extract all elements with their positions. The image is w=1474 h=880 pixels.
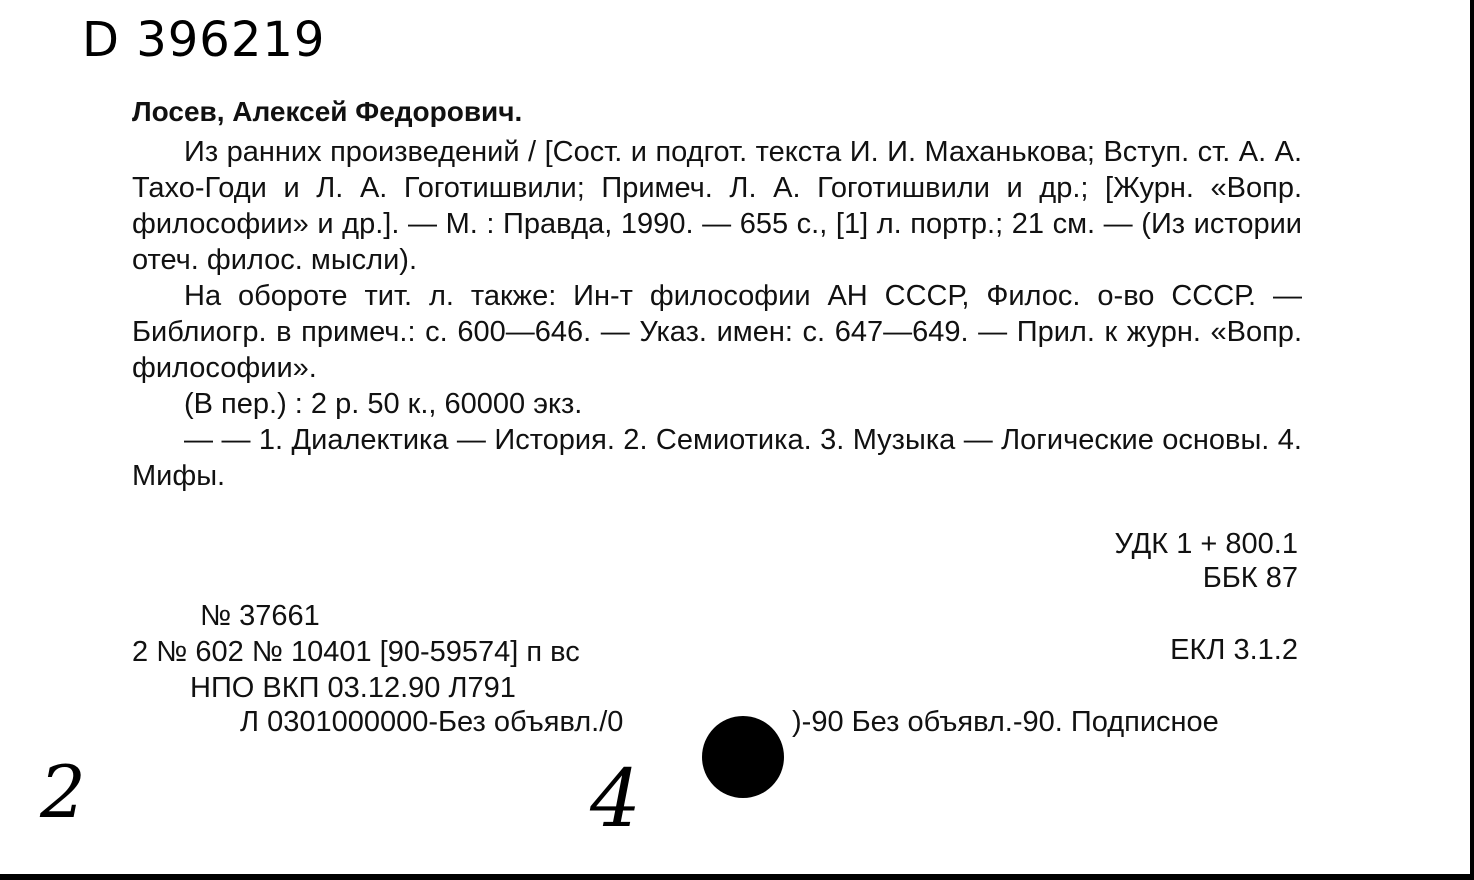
title-paragraph: Из ранних произведений / [Сост. и подгот. текста И. И. Маханькова; Вступ. ст. А. А. Тахо-Годи и Л. А. Гоготишвили; Примеч. Л. А. Гоготишвили и др.; [Журн. «Вопр. философии» и др.]. — М. : Правда, 1990. — 655 с., [1] л. портр.; 21 см. — (Из истории отеч. филос. мысли).	[132, 136, 1302, 276]
subjects-paragraph: — — 1. Диалектика — История. 2. Семиотика. 3. Музыка — Логические основы. 4. Мифы.	[132, 424, 1302, 492]
record-number: № 37661	[200, 600, 320, 632]
npo-line: НПО ВКП 03.12.90 Л791	[190, 672, 516, 704]
author-heading: Лосев, Алексей Федорович.	[132, 96, 523, 127]
bbk-code: ББК 87	[1202, 562, 1298, 594]
bottom-line-right: )-90 Без объявл.-90. Подписное	[792, 706, 1219, 738]
handwritten-mark-left: 2	[40, 750, 86, 834]
order-line: 2 № 602 № 10401 [90-59574] п вс	[132, 636, 580, 668]
notes-paragraph: На обороте тит. л. также: Ин-т философии АН СССР, Филос. о-во СССР. — Библиогр. в примеч.: с. 600—646. — Указ. имен: с. 647—649. — Прил. к журн. «Вопр. философии».	[132, 280, 1302, 384]
handwritten-mark-center: 4	[590, 752, 641, 845]
ekl-code: ЕКЛ 3.1.2	[1170, 634, 1298, 666]
bottom-line-left: Л 0301000000-Без объявл./0	[240, 706, 624, 738]
ink-blot	[702, 716, 784, 798]
price-paragraph: (В пер.) : 2 р. 50 к., 60000 экз.	[184, 388, 583, 420]
udk-code: УДК 1 + 800.1	[1114, 528, 1298, 560]
shelfmark: D 396219	[82, 12, 326, 68]
description-block	[132, 134, 1302, 494]
